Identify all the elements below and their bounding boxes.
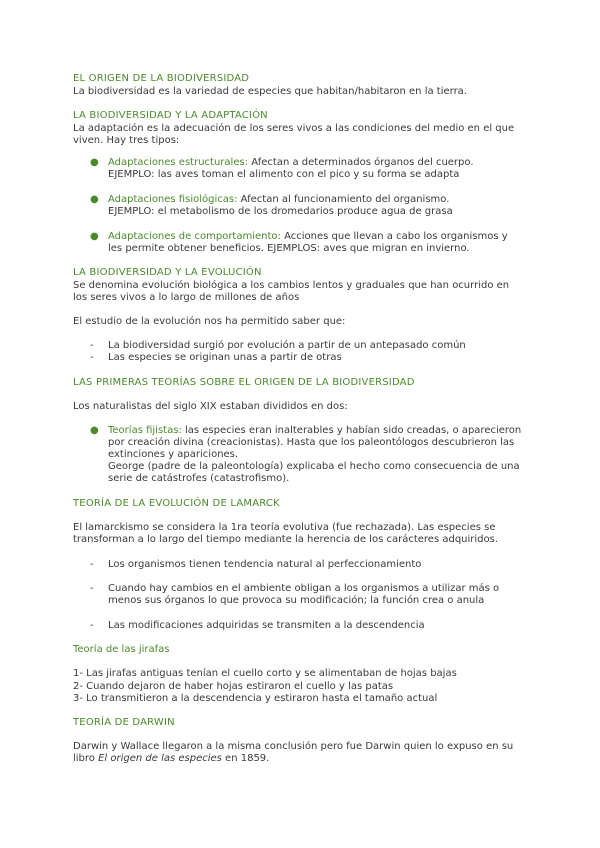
list-item-line: menos sus órganos lo que provoca su modificación; la función crea o anula <box>108 595 485 606</box>
list-item-line: serie de catástrofes (catastrofismo). <box>108 473 290 484</box>
paragraph-evolucion-line1: Se denomina evolución biológica a los cambios lentos y graduales que han ocurrido en <box>73 280 510 291</box>
heading-teoria-lamarck: TEORÍA DE LA EVOLUCIÓN DE LAMARCK <box>73 498 280 509</box>
paragraph-adaptacion-line2: viven. Hay tres tipos: <box>73 135 180 146</box>
paragraph-lamarckismo-line2: transforman a lo largo del tiempo mediante la herencia de los carácteres adquiridos. <box>73 534 499 545</box>
heading-origen-biodiversidad: EL ORIGEN DE LA BIODIVERSIDAD <box>73 73 250 84</box>
term-label: Teorías fijistas: <box>108 425 182 436</box>
text-fragment: libro <box>73 753 99 764</box>
bullet-icon: ● <box>90 425 99 436</box>
paragraph-naturalistas: Los naturalistas del siglo XIX estaban divididos en dos: <box>73 401 348 412</box>
term-description: Afectan al funcionamiento del organismo. <box>237 194 450 205</box>
subheading-teoria-jirafas: Teoría de las jirafas <box>73 644 170 655</box>
paragraph-definicion-biodiversidad: La biodiversidad es la variedad de especies que habitan/habitaron en la tierra. <box>73 86 467 97</box>
list-item-antepasado-comun: La biodiversidad surgió por evolución a partir de un antepasado común <box>108 340 466 351</box>
list-item-especies-originan: Las especies se originan unas a partir de otras <box>108 352 342 363</box>
heading-teoria-darwin: TEORÍA DE DARWIN <box>73 717 175 728</box>
bullet-icon: ● <box>90 157 99 168</box>
paragraph-adaptacion-line1: La adaptación es la adecuación de los seres vivos a las condiciones del medio en el que <box>73 123 515 134</box>
dash-marker: - <box>90 340 94 351</box>
list-item-line: extinciones y apariciones. <box>108 449 239 460</box>
list-item-adaptaciones-comportamiento <box>108 231 508 243</box>
paragraph-darwin-line1: Darwin y Wallace llegaron a la misma conclusión pero fue Darwin quien lo expuso en su <box>73 741 514 752</box>
text-fragment: en 1859. <box>221 753 270 764</box>
list-item-adaptaciones-estructurales <box>108 157 474 169</box>
dash-marker: - <box>90 583 94 594</box>
book-title: El origen de las especies <box>98 753 222 764</box>
list-item-teorias-fijistas <box>108 425 521 437</box>
paragraph-lamarckismo-line1: El lamarckismo se considera la 1ra teoría evolutiva (fue rechazada). Las especies se <box>73 522 496 533</box>
list-item-line: George (padre de la paleontología) explicaba el hecho como consecuencia de una <box>108 461 520 472</box>
jirafas-step-3: 3- Lo transmitieron a la descendencia y estiraron hasta el tamaño actual <box>73 693 438 704</box>
term-description: las especies eran inalterables y habían sido creadas, o aparecieron <box>181 425 522 436</box>
term-description: Acciones que llevan a cabo los organismos y <box>280 231 508 242</box>
dash-marker: - <box>90 352 94 363</box>
paragraph-darwin-line2 <box>73 753 269 765</box>
paragraph-evolucion-line2: los seres vivos a lo largo de millones de años <box>73 292 300 303</box>
paragraph-estudio-evolucion: El estudio de la evolución nos ha permitido saber que: <box>73 316 346 327</box>
list-item-modificaciones-adquiridas: Las modificaciones adquiridas se transmiten a la descendencia <box>108 620 425 631</box>
jirafas-step-2: 2- Cuando dejaron de haber hojas estiraron el cuello y las patas <box>73 681 394 692</box>
list-item-cambios-ambiente: Cuando hay cambios en el ambiente obligan a los organismos a utilizar más o <box>108 583 500 594</box>
bullet-icon: ● <box>90 194 99 205</box>
list-item-example: les permite obtener beneficios. EJEMPLOS: aves que migran en invierno. <box>108 243 470 254</box>
term-label: Adaptaciones estructurales: <box>108 157 249 168</box>
jirafas-step-1: 1- Las jirafas antiguas tenían el cuello corto y se alimentaban de hojas bajas <box>73 668 457 679</box>
term-label: Adaptaciones fisiológicas: <box>108 194 238 205</box>
heading-biodiversidad-evolucion: LA BIODIVERSIDAD Y LA EVOLUCIÓN <box>73 267 262 278</box>
list-item-adaptaciones-fisiologicas <box>108 194 449 206</box>
heading-primeras-teorias: LAS PRIMERAS TEORÍAS SOBRE EL ORIGEN DE LA BIODIVERSIDAD <box>73 377 415 388</box>
term-description: Afectan a determinados órganos del cuerpo. <box>248 157 474 168</box>
list-item-line: por creación divina (creacionistas). Hasta que los paleontólogos descubrieron las <box>108 437 515 448</box>
list-item-perfeccionamiento: Los organismos tienen tendencia natural al perfeccionamiento <box>108 559 422 570</box>
list-item-example: EJEMPLO: el metabolismo de los dromedarios produce agua de grasa <box>108 206 453 217</box>
dash-marker: - <box>90 559 94 570</box>
heading-biodiversidad-adaptacion: LA BIODIVERSIDAD Y LA ADAPTACIÓN <box>73 110 268 121</box>
list-item-example: EJEMPLO: las aves toman el alimento con el pico y su forma se adapta <box>108 169 460 180</box>
dash-marker: - <box>90 620 94 631</box>
bullet-icon: ● <box>90 231 99 242</box>
term-label: Adaptaciones de comportamiento: <box>108 231 281 242</box>
